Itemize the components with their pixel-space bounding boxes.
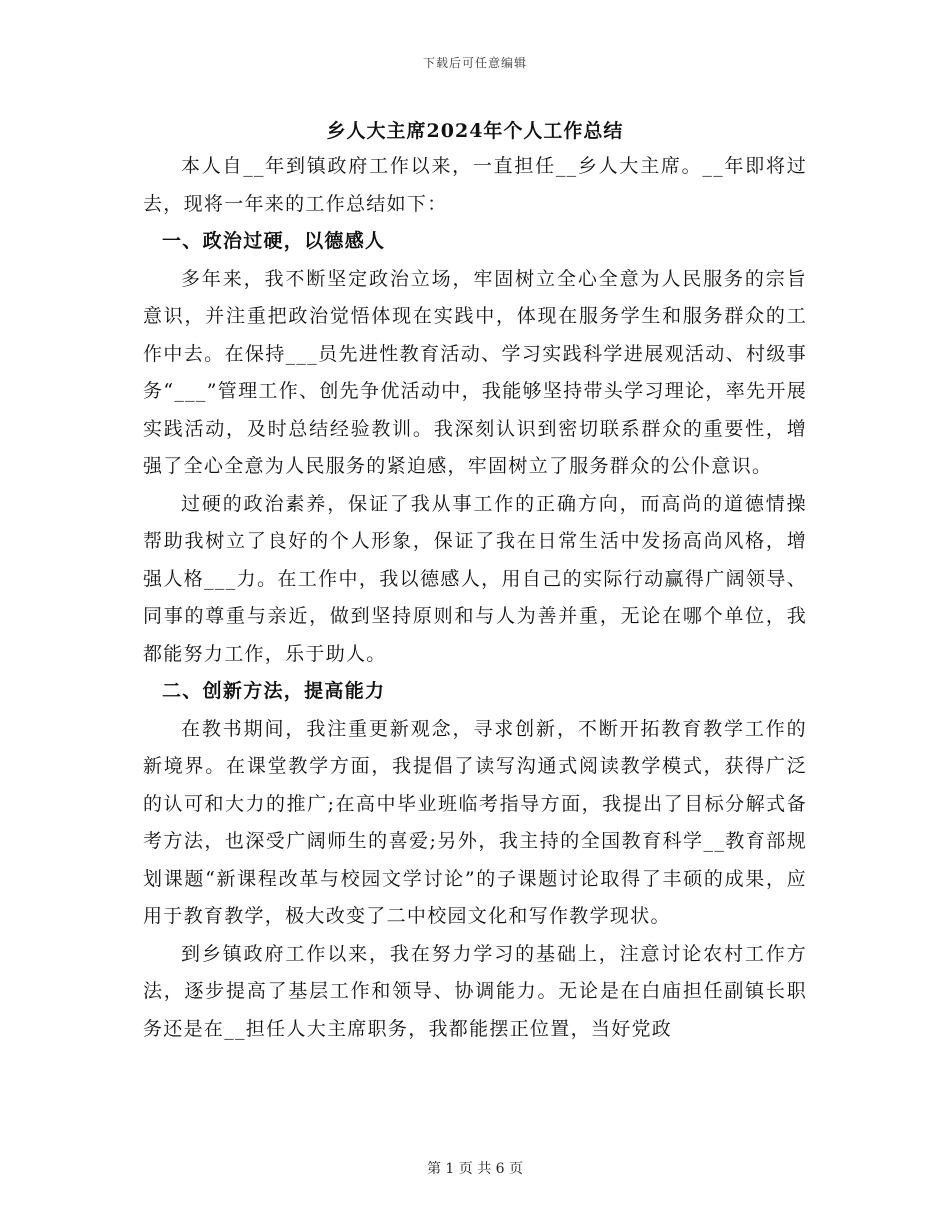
section-heading-2: 二、创新方法，提高能力 [162,680,386,702]
intro-paragraph: 本人自__年到镇政府工作以来，一直担任__乡人大主席。__年即将过去，现将一年来的工作总结如下： [143,155,807,215]
document-title: 乡人大主席2024年个人工作总结 [326,120,624,142]
paragraph-political-stance: 多年来，我不断坚定政治立场，牢固树立全心全意为人民服务的宗旨意识，并注重把政治觉悟体现在实践中，体现在服务学生和服务群众的工作中去。在保持___员先进性教育活动、学习实践科学进展观活动、村级事务“___”管理工作、创先争优活动中，我能够坚持带头学习理论，率先开展实践活动，及时总结经验教训。我深刻认识到密切联系群众的重要性，增强了全心全意为人民服务的紧迫感，牢固树立了服务群众的公仆意识。 [143,267,807,477]
paragraph-moral-character: 过硬的政治素养，保证了我从事工作的正确方向，而高尚的道德情操帮助我树立了良好的个人形象，保证了我在日常生活中发扬高尚风格，增强人格___力。在工作中，我以德感人，用自己的实际行动赢得广阔领导、同事的尊重与亲近，做到坚持原则和与人为善并重，无论在哪个单位，我都能努力工作，乐于助人。 [143,492,807,665]
paragraph-teaching-innovation: 在教书期间，我注重更新观念，寻求创新，不断开拓教育教学工作的新境界。在课堂教学方面，我提倡了读写沟通式阅读教学模式，获得广泛的认可和大力的推广;在高中毕业班临考指导方面，我提出了目标分解式备考方法，也深受广阔师生的喜爱;另外，我主持的全国教育科学__教育部规划课题“新课程改革与校园文学讨论”的子课题讨论取得了丰硕的成果，应用于教育教学，极大改变了二中校园文化和写作教学现状。 [143,717,807,927]
document-body [143,148,807,1048]
header-note: 下载后可任意编辑 [422,56,527,70]
paragraph-township-work: 到乡镇政府工作以来，我在努力学习的基础上，注意讨论农村工作方法，逐步提高了基层工作和领导、协调能力。无论是在白庙担任副镇长职务还是在__担任人大主席职务，我都能摆正位置，当好党政 [143,942,807,1040]
section-heading-1: 一、政治过硬，以德感人 [162,230,386,252]
page-number-footer: 第 1 页 共 6 页 [426,1161,524,1177]
